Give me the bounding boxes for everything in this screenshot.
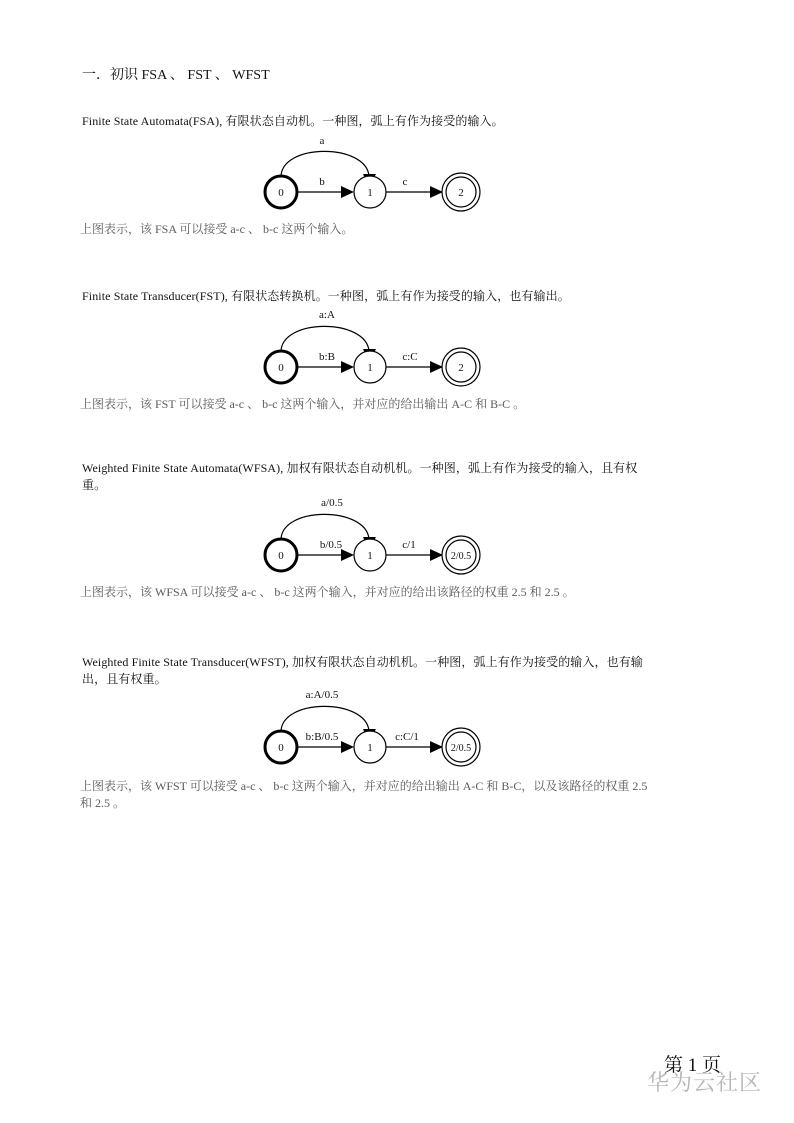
wfst-description: Weighted Finite State Transducer(WFST), 加权有限状态自动机机。一种图，弧上有作为接受的输入，也有输 <box>82 655 643 669</box>
wfsa-description-cont: 重。 <box>82 478 107 492</box>
fst-description: Finite State Transducer(FST), 有限状态转换机。一种图，弧上有作为接受的输入，也有输出。 <box>82 289 570 303</box>
fst-diagram <box>0 305 794 391</box>
wfsa-caption: 上图表示，该 WFSA 可以接受 a-c 、 b-c 这两个输入，并对应的给出该路径的权重 2.5 和 2.5 。 <box>80 585 575 599</box>
state-label: 2 <box>458 187 464 199</box>
arc-label: a:A/0.5 <box>305 689 339 701</box>
state-label: 0 <box>278 550 284 562</box>
arc-label: b:B/0.5 <box>305 731 339 743</box>
arc-label: a/0.5 <box>321 497 343 509</box>
state-label: 1 <box>367 742 373 754</box>
state-label: 0 <box>278 187 284 199</box>
state-label: 1 <box>367 362 373 374</box>
arc-label: b:B <box>319 351 335 363</box>
fsa-diagram <box>0 130 794 216</box>
arc-label: c:C/1 <box>395 731 419 743</box>
state-label: 0 <box>278 742 284 754</box>
arc-label: c/1 <box>402 539 416 551</box>
section-title: 一．初识 FSA 、 FST 、 WFST <box>82 68 270 83</box>
page-number: 第 1 页 <box>664 1055 722 1076</box>
arc-label: c <box>402 176 408 188</box>
state-label: 2/0.5 <box>450 551 472 562</box>
wfst-caption: 上图表示，该 WFST 可以接受 a-c 、 b-c 这两个输入，并对应的给出输出 A-C 和 B-C，以及该路径的权重 2.5 <box>80 779 648 793</box>
wfst-caption-cont: 和 2.5 。 <box>80 796 126 810</box>
wfst-description-cont: 出，且有权重。 <box>82 672 167 686</box>
arc-label: b <box>319 176 325 188</box>
arc-label: c:C <box>402 351 418 363</box>
state-label: 0 <box>278 362 284 374</box>
wfsa-description: Weighted Finite State Automata(WFSA), 加权有限状态自动机机。一种图，弧上有作为接受的输入，且有权 <box>82 461 638 475</box>
watermark: 华为云社区 <box>647 1071 763 1096</box>
wfst-diagram <box>0 685 794 771</box>
state-label: 1 <box>367 550 373 562</box>
arc-label: a:A <box>319 309 335 321</box>
state-label: 2/0.5 <box>450 743 472 754</box>
fsa-description: Finite State Automata(FSA), 有限状态自动机。一种图，弧上有作为接受的输入。 <box>82 114 504 128</box>
state-label: 2 <box>458 362 464 374</box>
fsa-caption: 上图表示，该 FSA 可以接受 a-c 、 b-c 这两个输入。 <box>80 222 354 236</box>
fst-caption: 上图表示，该 FST 可以接受 a-c 、 b-c 这两个输入，并对应的给出输出 A-C 和 B-C 。 <box>80 397 526 411</box>
arc-label: b/0.5 <box>319 539 343 551</box>
arc-label: a <box>319 135 325 147</box>
state-label: 1 <box>367 187 373 199</box>
wfsa-diagram <box>0 493 794 579</box>
